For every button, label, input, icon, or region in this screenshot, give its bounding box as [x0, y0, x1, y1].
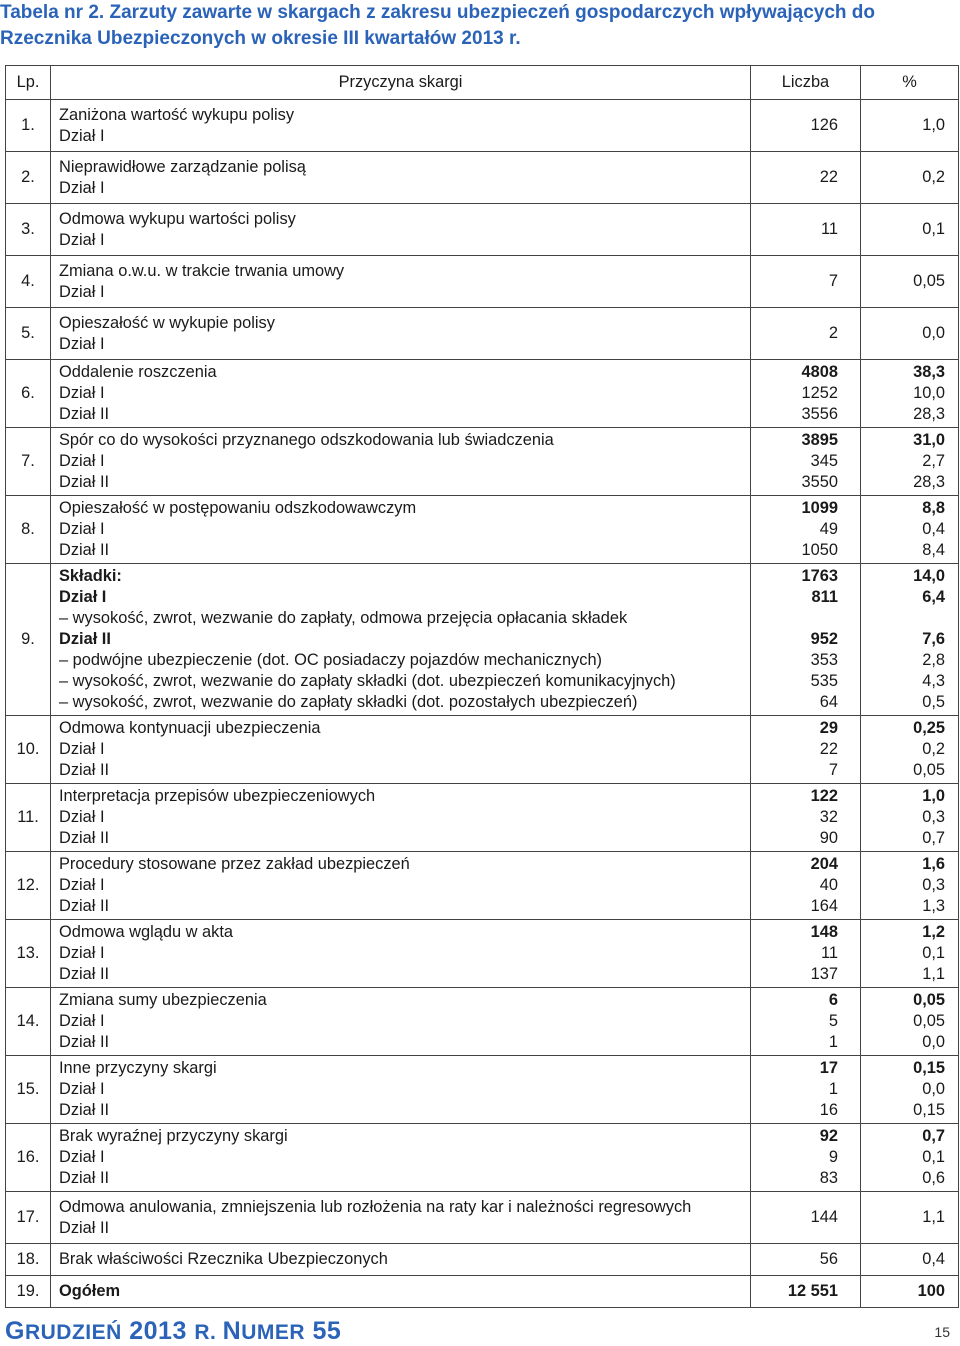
reason-cell-line: Interpretacja przepisów ubezpieczeniowych — [59, 787, 376, 805]
reason-cell-line: Dział II — [59, 541, 110, 559]
reason-cell-line: Dział II — [59, 1033, 110, 1051]
pct-cell-line: 0,15 — [913, 1101, 945, 1119]
reason-cell-line: Dział I — [59, 876, 105, 894]
count-cell — [751, 920, 861, 988]
count-cell — [751, 100, 861, 152]
pct-cell — [861, 100, 959, 152]
reason-cell-line: Opieszałość w postępowaniu odszkodowawczym — [59, 499, 417, 517]
count-cell-line: 1 — [828, 1080, 838, 1098]
page-number: 15 — [934, 1324, 950, 1340]
reason-cell-line: Dział II — [59, 473, 110, 491]
issue-label-part: UMER — [241, 1321, 306, 1344]
pct-cell — [861, 1192, 959, 1244]
row-number: 13. — [6, 920, 51, 988]
count-cell — [751, 1192, 861, 1244]
reason-cell-line: – wysokość, zwrot, wezwanie do zapłaty składki (dot. pozostałych ubezpieczeń) — [59, 693, 638, 711]
reason-cell — [51, 256, 751, 308]
row-number: 18. — [6, 1244, 51, 1276]
count-cell-line: 4808 — [801, 363, 838, 381]
row-number: 7. — [6, 428, 51, 496]
table-row — [6, 256, 959, 308]
reason-cell — [51, 496, 751, 564]
reason-cell-line: Opieszałość w wykupie polisy — [59, 313, 275, 332]
row-number: 2. — [6, 152, 51, 204]
count-cell — [751, 1276, 861, 1308]
reason-cell — [51, 308, 751, 360]
pct-cell — [861, 1244, 959, 1276]
count-cell-line: 148 — [810, 923, 838, 941]
pct-cell-line: 0,2 — [922, 168, 945, 186]
reason-cell — [51, 360, 751, 428]
table-row — [6, 1244, 959, 1276]
count-cell — [751, 784, 861, 852]
count-cell-line: 83 — [819, 1169, 838, 1187]
count-cell-line: 64 — [819, 693, 838, 711]
pct-cell-line: 8,8 — [922, 499, 945, 517]
count-cell-line: 345 — [810, 452, 838, 470]
reason-cell-line: Dział I — [59, 126, 105, 145]
count-cell — [751, 564, 861, 716]
count-cell — [751, 204, 861, 256]
reason-cell-line: Dział II — [59, 630, 111, 648]
row-number: 15. — [6, 1056, 51, 1124]
count-cell-line: 1050 — [801, 541, 838, 559]
row-number: 19. — [6, 1276, 51, 1308]
count-cell-line: 92 — [819, 1127, 838, 1145]
pct-cell — [861, 784, 959, 852]
pct-cell-line: 0,2 — [922, 740, 945, 758]
pct-cell-line: 7,6 — [922, 630, 945, 648]
count-cell-line: 22 — [819, 740, 838, 758]
count-cell-line: 3550 — [801, 473, 838, 491]
reason-cell-line: Dział I — [59, 1080, 105, 1098]
reason-cell — [51, 1244, 751, 1276]
reason-cell — [51, 852, 751, 920]
reason-cell-line: Dział I — [59, 1148, 105, 1166]
pct-cell-line: 0,15 — [913, 1059, 945, 1077]
pct-cell-line: 0,4 — [922, 1250, 945, 1268]
table-row — [6, 1124, 959, 1192]
pct-cell-line: 100 — [917, 1282, 945, 1300]
reason-cell-line: Dział I — [59, 334, 105, 353]
pct-cell — [861, 1276, 959, 1308]
row-number: 4. — [6, 256, 51, 308]
pct-cell-line: 0,25 — [913, 719, 945, 737]
reason-cell-line: Zmiana sumy ubezpieczenia — [59, 991, 267, 1009]
pct-cell-line: 0,7 — [922, 829, 945, 847]
count-cell-line: 7 — [828, 761, 838, 779]
count-cell — [751, 256, 861, 308]
pct-cell-line: 0,3 — [922, 876, 945, 894]
count-cell — [751, 152, 861, 204]
count-cell-line: 12 551 — [787, 1282, 838, 1300]
table-row — [6, 716, 959, 784]
reason-cell-line: Oddalenie roszczenia — [59, 363, 217, 381]
count-cell — [751, 308, 861, 360]
pct-cell-line: 38,3 — [913, 363, 945, 381]
reason-cell-line: Dział I — [59, 230, 105, 249]
count-cell-line: 7 — [828, 272, 838, 290]
row-number: 1. — [6, 100, 51, 152]
reason-cell-line: Nieprawidłowe zarządzanie polisą — [59, 157, 306, 176]
header-reason: Przyczyna skargi — [51, 66, 751, 100]
pct-cell-line: 0,0 — [922, 1033, 945, 1051]
issue-label-part: 2013 — [121, 1317, 195, 1345]
pct-cell-line: 0,05 — [913, 991, 945, 1009]
table-row — [6, 852, 959, 920]
reason-cell-line: Dział II — [59, 897, 110, 915]
count-cell-line: 29 — [819, 719, 838, 737]
count-cell — [751, 852, 861, 920]
reason-cell-line: Dział I — [59, 520, 105, 538]
count-cell-line: 32 — [819, 808, 838, 826]
row-number: 17. — [6, 1192, 51, 1244]
reason-cell-line: Dział I — [59, 740, 105, 758]
count-cell-line: 144 — [810, 1208, 838, 1226]
pct-cell-line — [861, 608, 945, 629]
pct-cell-line: 0,3 — [922, 808, 945, 826]
row-number: 8. — [6, 496, 51, 564]
pct-cell — [861, 152, 959, 204]
pct-cell-line: 2,8 — [922, 651, 945, 669]
reason-cell-line: Dział II — [59, 1218, 110, 1237]
count-cell-line: 2 — [828, 324, 838, 342]
pct-cell-line: 0,05 — [913, 1012, 945, 1030]
count-cell-line: 353 — [810, 651, 838, 669]
reason-cell — [51, 1056, 751, 1124]
reason-cell-line: Procedury stosowane przez zakład ubezpieczeń — [59, 855, 410, 873]
table-row — [6, 100, 959, 152]
count-cell-line: 1099 — [801, 499, 838, 517]
pct-cell — [861, 428, 959, 496]
pct-cell — [861, 1056, 959, 1124]
count-cell-line: 164 — [810, 897, 838, 915]
table-row — [6, 988, 959, 1056]
pct-cell — [861, 1124, 959, 1192]
row-number: 9. — [6, 564, 51, 716]
pct-cell-line: 0,1 — [922, 220, 945, 238]
pct-cell-line: 0,6 — [922, 1169, 945, 1187]
pct-cell-line: 1,0 — [922, 787, 945, 805]
table-row — [6, 564, 959, 716]
issue-label-part: G — [5, 1317, 25, 1345]
reason-cell-line: Brak właściwości Rzecznika Ubezpieczonych — [59, 1250, 388, 1268]
table-row — [6, 1192, 959, 1244]
count-cell-line: 1763 — [801, 567, 838, 585]
count-cell-line: 22 — [819, 168, 838, 186]
table-row — [6, 308, 959, 360]
reason-cell-line: – podwójne ubezpieczenie (dot. OC posiadaczy pojazdów mechanicznych) — [59, 651, 603, 669]
reason-cell-line: – wysokość, zwrot, wezwanie do zapłaty, odmowa przejęcia opłacania składek — [59, 609, 628, 627]
pct-cell-line: 1,6 — [922, 855, 945, 873]
row-number: 5. — [6, 308, 51, 360]
pct-cell — [861, 204, 959, 256]
pct-cell-line: 0,1 — [922, 944, 945, 962]
count-cell-line: 40 — [819, 876, 838, 894]
reason-cell-line: Dział I — [59, 944, 105, 962]
pct-cell-line: 0,05 — [913, 761, 945, 779]
pct-cell-line: 28,3 — [913, 473, 945, 491]
header-pct: % — [861, 66, 959, 100]
pct-cell-line: 1,2 — [922, 923, 945, 941]
reason-cell-line: Dział II — [59, 761, 110, 779]
pct-cell-line: 31,0 — [913, 431, 945, 449]
reason-cell-line: – wysokość, zwrot, wezwanie do zapłaty składki (dot. ubezpieczeń komunikacyjnych) — [59, 672, 676, 690]
reason-cell-line: Dział II — [59, 829, 110, 847]
reason-cell — [51, 428, 751, 496]
pct-cell-line: 0,5 — [922, 693, 945, 711]
issue-label-part: R — [194, 1321, 210, 1344]
count-cell-line: 17 — [819, 1059, 838, 1077]
count-cell-line — [751, 608, 838, 629]
count-cell — [751, 496, 861, 564]
count-cell — [751, 1124, 861, 1192]
reason-cell — [51, 988, 751, 1056]
row-number: 3. — [6, 204, 51, 256]
row-number: 16. — [6, 1124, 51, 1192]
count-cell — [751, 988, 861, 1056]
count-cell-line: 811 — [811, 588, 838, 606]
issue-label-part: N — [222, 1317, 242, 1345]
pct-cell-line: 8,4 — [922, 541, 945, 559]
table-row — [6, 204, 959, 256]
reason-cell-line: Dział I — [59, 384, 105, 402]
reason-cell-line: Odmowa wglądu w akta — [59, 923, 234, 941]
table-row — [6, 360, 959, 428]
complaints-table — [5, 65, 959, 1308]
reason-cell-line: Odmowa wykupu wartości polisy — [59, 209, 296, 228]
pct-cell-line: 1,0 — [922, 116, 945, 134]
issue-label-part: 55 — [305, 1317, 342, 1345]
count-cell-line: 11 — [820, 944, 838, 962]
count-cell-line: 6 — [828, 991, 838, 1009]
count-cell — [751, 1244, 861, 1276]
pct-cell-line: 4,3 — [922, 672, 945, 690]
row-number: 10. — [6, 716, 51, 784]
row-number: 6. — [6, 360, 51, 428]
reason-cell — [51, 920, 751, 988]
count-cell-line: 90 — [819, 829, 838, 847]
count-cell-line: 11 — [820, 220, 838, 238]
reason-cell — [51, 716, 751, 784]
count-cell-line: 126 — [810, 116, 838, 134]
reason-cell-line: Dział II — [59, 405, 110, 423]
table-row — [6, 1056, 959, 1124]
reason-cell-line: Dział I — [59, 808, 105, 826]
count-cell-line: 49 — [819, 520, 838, 538]
pct-cell — [861, 920, 959, 988]
count-cell-line: 56 — [819, 1250, 838, 1268]
pct-cell-line: 0,1 — [922, 1148, 945, 1166]
table-row — [6, 920, 959, 988]
reason-cell — [51, 1276, 751, 1308]
table-row — [6, 428, 959, 496]
reason-cell-line: Składki: — [59, 567, 122, 585]
issue-label — [5, 1317, 341, 1346]
pct-cell — [861, 716, 959, 784]
count-cell-line: 535 — [810, 672, 838, 690]
pct-cell — [861, 360, 959, 428]
count-cell-line: 3895 — [801, 431, 838, 449]
pct-cell-line: 0,7 — [922, 1127, 945, 1145]
reason-cell-line: Dział I — [59, 282, 105, 301]
reason-cell-line: Odmowa kontynuacji ubezpieczenia — [59, 719, 321, 737]
count-cell-line: 1252 — [801, 384, 838, 402]
pct-cell-line: 0,0 — [922, 324, 945, 342]
pct-cell-line: 1,3 — [922, 897, 945, 915]
count-cell-line: 9 — [828, 1148, 838, 1166]
header-row — [6, 66, 959, 100]
count-cell — [751, 716, 861, 784]
pct-cell-line: 1,1 — [922, 1208, 945, 1226]
pct-cell-line: 0,4 — [922, 520, 945, 538]
row-number: 12. — [6, 852, 51, 920]
reason-cell — [51, 564, 751, 716]
count-cell — [751, 1056, 861, 1124]
count-cell-line: 122 — [810, 787, 838, 805]
reason-cell-line: Dział I — [59, 1012, 105, 1030]
pct-cell — [861, 308, 959, 360]
table-row — [6, 1276, 959, 1308]
pct-cell — [861, 256, 959, 308]
reason-cell-line: Dział II — [59, 965, 110, 983]
count-cell — [751, 428, 861, 496]
reason-cell-line: Dział I — [59, 588, 107, 606]
count-cell-line: 5 — [828, 1012, 838, 1030]
count-cell-line: 1 — [828, 1033, 838, 1051]
pct-cell — [861, 564, 959, 716]
header-lp: Lp. — [6, 66, 51, 100]
pct-cell-line: 10,0 — [913, 384, 945, 402]
count-cell-line: 16 — [819, 1101, 838, 1119]
reason-cell-line: Ogółem — [59, 1282, 121, 1300]
pct-cell-line: 2,7 — [922, 452, 945, 470]
reason-cell — [51, 1192, 751, 1244]
reason-cell-line: Odmowa anulowania, zmniejszenia lub rozłożenia na raty kar i należności regresowych — [59, 1197, 692, 1216]
reason-cell-line: Inne przyczyny skargi — [59, 1059, 217, 1077]
count-cell-line: 204 — [810, 855, 838, 873]
reason-cell — [51, 784, 751, 852]
reason-cell — [51, 204, 751, 256]
reason-cell-line: Dział II — [59, 1101, 110, 1119]
pct-cell — [861, 852, 959, 920]
count-cell-line: 952 — [810, 630, 838, 648]
row-number: 11. — [6, 784, 51, 852]
reason-cell — [51, 1124, 751, 1192]
row-number: 14. — [6, 988, 51, 1056]
count-cell-line: 3556 — [801, 405, 838, 423]
table-row — [6, 152, 959, 204]
pct-cell-line: 0,0 — [922, 1080, 945, 1098]
pct-cell — [861, 988, 959, 1056]
pct-cell — [861, 496, 959, 564]
reason-cell-line: Dział I — [59, 178, 105, 197]
reason-cell-line: Dział II — [59, 1169, 110, 1187]
reason-cell-line: Spór co do wysokości przyznanego odszkodowania lub świadczenia — [59, 431, 554, 449]
table-body — [6, 100, 959, 1308]
reason-cell-line: Zaniżona wartość wykupu polisy — [59, 105, 295, 124]
reason-cell-line: Zmiana o.w.u. w trakcie trwania umowy — [59, 261, 345, 280]
issue-label-part: . — [209, 1321, 223, 1344]
reason-cell — [51, 100, 751, 152]
pct-cell-line: 14,0 — [913, 567, 945, 585]
header-count: Liczba — [751, 66, 861, 100]
issue-label-part: RUDZIEŃ — [24, 1321, 122, 1344]
reason-cell — [51, 152, 751, 204]
pct-cell-line: 0,05 — [913, 272, 945, 290]
table-title: Tabela nr 2. Zarzuty zawarte w skargach z zakresu ubezpieczeń gospodarczych wpływających do Rzecznika Ubezpieczonych w okresie III kwartałów 2013 r. — [0, 2, 876, 49]
pct-cell-line: 1,1 — [922, 965, 945, 983]
pct-cell-line: 28,3 — [913, 405, 945, 423]
reason-cell-line: Dział I — [59, 452, 105, 470]
table-row — [6, 496, 959, 564]
count-cell-line: 137 — [810, 965, 838, 983]
count-cell — [751, 360, 861, 428]
table-row — [6, 784, 959, 852]
pct-cell-line: 6,4 — [922, 588, 945, 606]
reason-cell-line: Brak wyraźnej przyczyny skargi — [59, 1127, 288, 1145]
